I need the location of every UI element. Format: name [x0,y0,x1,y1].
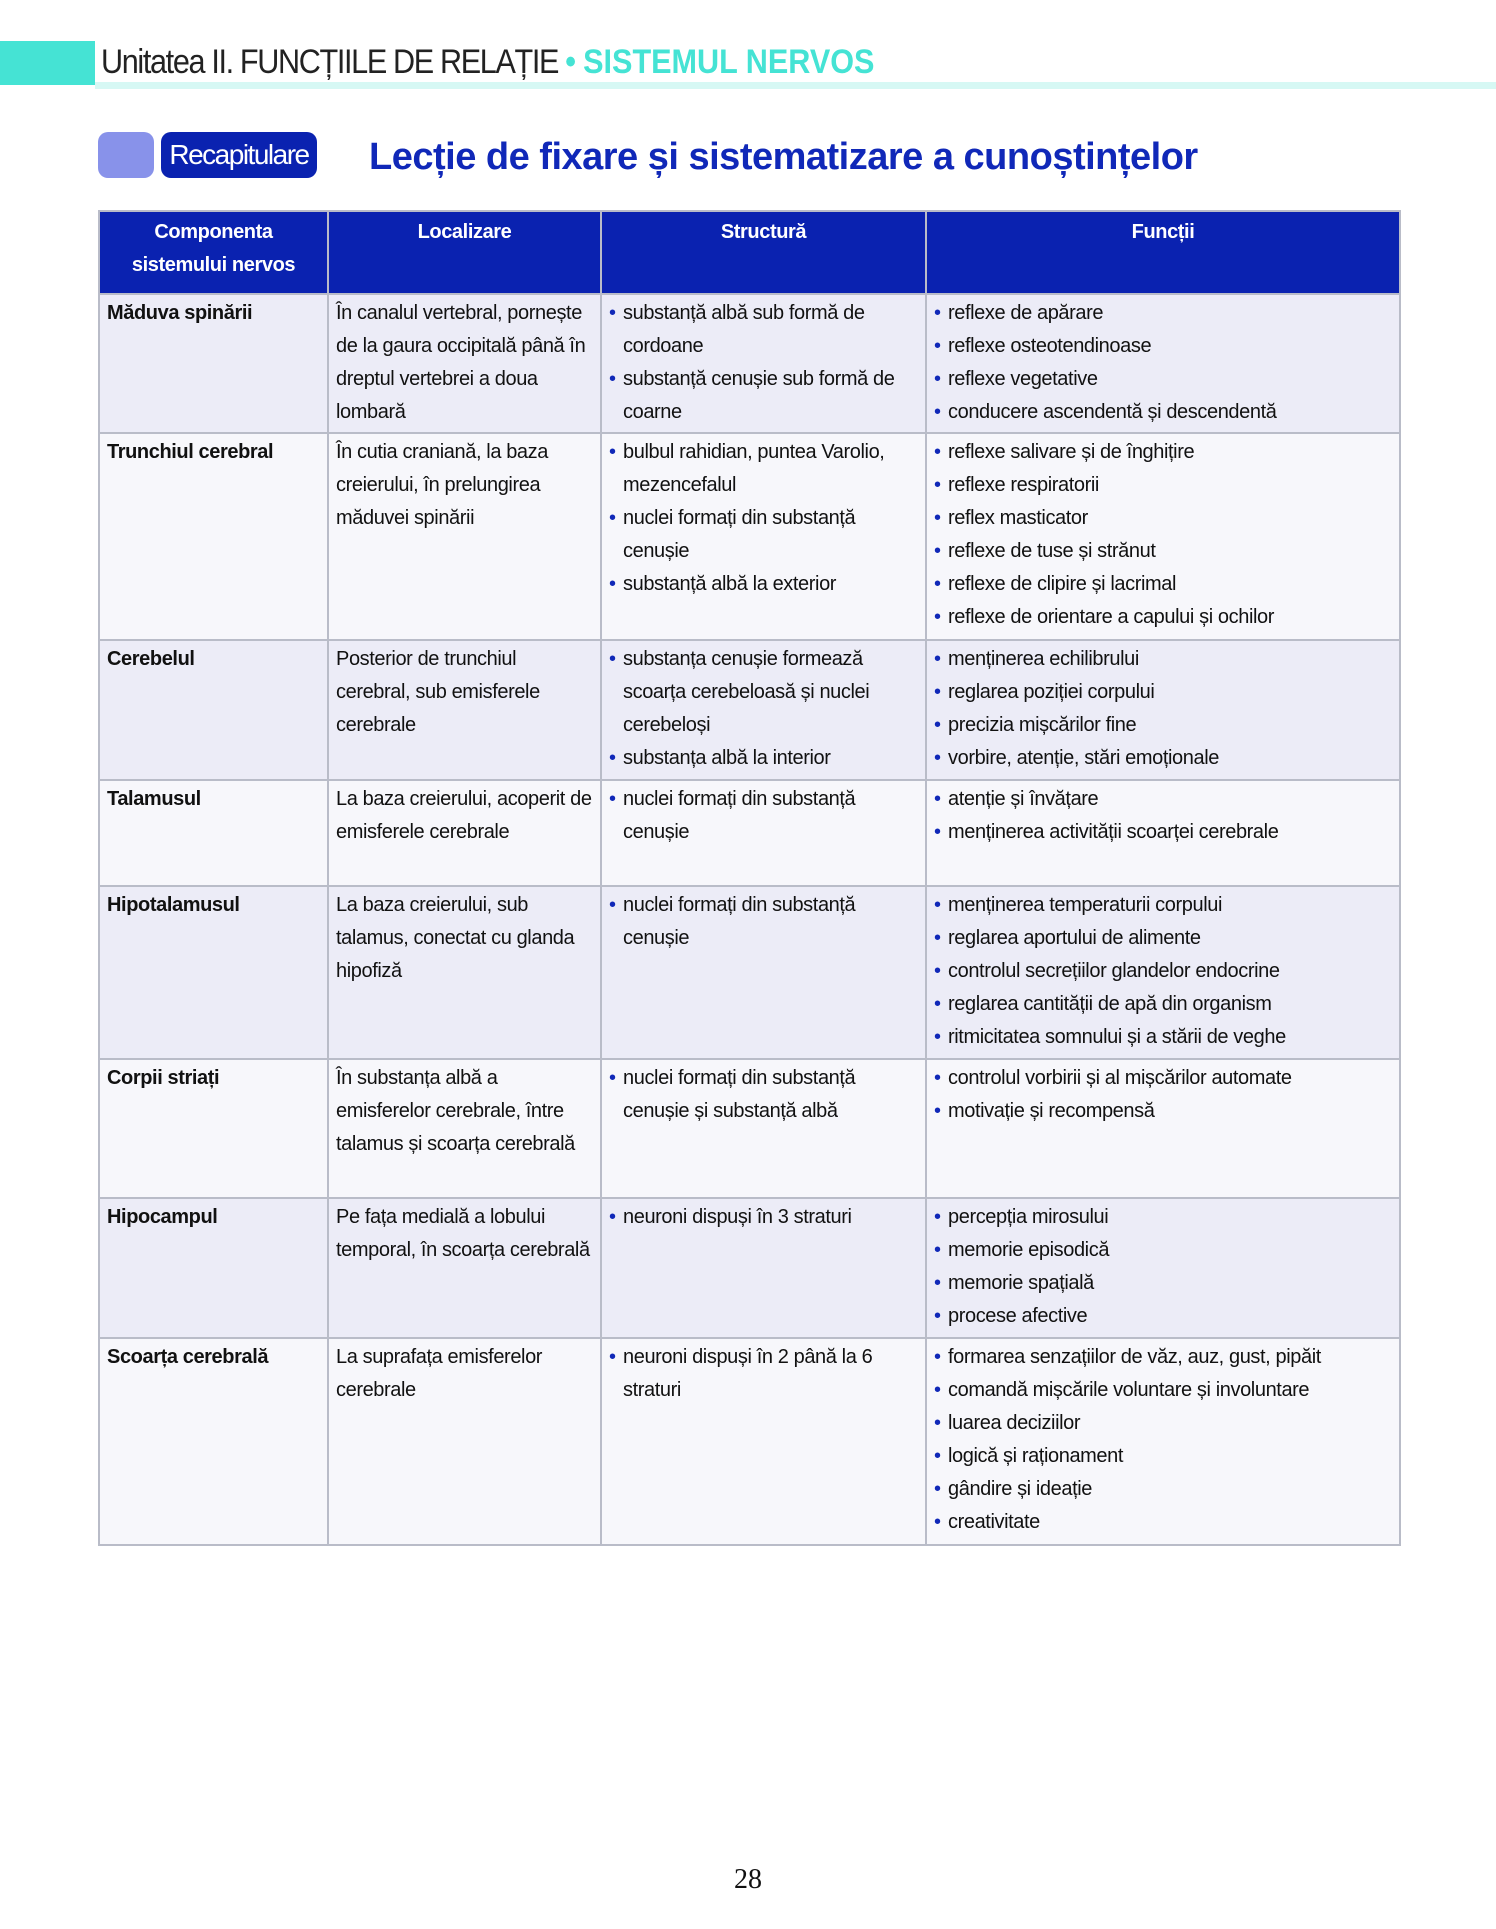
functions-item: • reflexe de clipire și lacrimal [934,568,1392,601]
location-cell: În canalul vertebral, pornește de la gaura occipitală până în dreptul vertebrei a doua lombară [328,294,601,433]
structure-item: • nuclei formați din substanță cenușie și substanță albă [609,1062,918,1128]
component-cell: Hipocampul [99,1198,328,1338]
functions-item: • memorie spațială [934,1267,1392,1300]
structure-cell [601,1059,926,1198]
functions-item: • reflexe respiratorii [934,469,1392,502]
location-cell: În substanța albă a emisferelor cerebrale, între talamus și scoarța cerebrală [328,1059,601,1198]
functions-item: • comandă mișcările voluntare și involuntare [934,1374,1392,1407]
functions-item: • logică și raționament [934,1440,1392,1473]
recap-badge: Recapitulare [161,132,317,178]
structure-item: • substanță albă sub formă de cordoane [609,297,918,363]
functions-item: • menținerea activității scoarței cerebrale [934,816,1392,849]
functions-cell [926,640,1400,780]
component-cell: Hipotalamusul [99,886,328,1059]
functions-item: • precizia mișcărilor fine [934,709,1392,742]
table-row [99,640,1400,780]
header-separator: • [565,43,576,81]
structure-item: • substanța albă la interior [609,742,918,775]
table-row [99,886,1400,1059]
functions-item: • percepția mirosului [934,1201,1392,1234]
functions-item: • vorbire, atenție, stări emoționale [934,742,1392,775]
table-row [99,1338,1400,1545]
structure-item: • nuclei formați din substanță cenușie [609,502,918,568]
functions-item: • luarea deciziilor [934,1407,1392,1440]
functions-item: • reflexe de tuse și strănut [934,535,1392,568]
table-row [99,294,1400,433]
structure-cell [601,1198,926,1338]
location-cell: La baza creierului, acoperit de emisferele cerebrale [328,780,601,886]
structure-item: • substanță cenușie sub formă de coarne [609,363,918,429]
structure-cell [601,886,926,1059]
structure-item: • bulbul rahidian, puntea Varolio, mezencefalul [609,436,918,502]
lesson-title: Lecție de fixare și sistematizare a cunoștințelor [369,136,1198,178]
functions-item: • atenție și învățare [934,783,1392,816]
table-row [99,1198,1400,1338]
functions-cell [926,294,1400,433]
location-cell: Posterior de trunchiul cerebral, sub emisferele cerebrale [328,640,601,780]
functions-cell [926,1198,1400,1338]
structure-cell [601,640,926,780]
unit-title: Unitatea II. FUNCȚIILE DE RELAȚIE [101,43,559,81]
functions-cell [926,886,1400,1059]
structure-cell [601,433,926,640]
header-accent-block [0,41,95,85]
functions-item: • menținerea echilibrului [934,643,1392,676]
structure-item: • nuclei formați din substanță cenușie [609,783,918,849]
component-cell: Scoarța cerebrală [99,1338,328,1545]
structure-cell [601,780,926,886]
table-row [99,1059,1400,1198]
column-header-location: Localizare [328,211,601,294]
functions-item: • conducere ascendentă și descendentă [934,396,1392,429]
functions-item: • motivație și recompensă [934,1095,1392,1128]
functions-item: • creativitate [934,1506,1392,1539]
structure-item: • substanță albă la exterior [609,568,918,601]
badge-square [98,132,154,178]
component-cell: Trunchiul cerebral [99,433,328,640]
functions-item: • ritmicitatea somnului și a stării de veghe [934,1021,1392,1054]
component-cell: Măduva spinării [99,294,328,433]
component-cell: Corpii striați [99,1059,328,1198]
functions-item: • formarea senzațiilor de văz, auz, gust, pipăit [934,1341,1392,1374]
functions-item: • reglarea poziției corpului [934,676,1392,709]
functions-item: • reglarea cantității de apă din organism [934,988,1392,1021]
structure-item: • nuclei formați din substanță cenușie [609,889,918,955]
functions-item: • controlul vorbirii și al mișcărilor automate [934,1062,1392,1095]
functions-cell [926,780,1400,886]
functions-item: • menținerea temperaturii corpului [934,889,1392,922]
location-cell: În cutia craniană, la baza creierului, în prelungirea măduvei spinării [328,433,601,640]
table-row [99,433,1400,640]
functions-item: • gândire și ideație [934,1473,1392,1506]
functions-item: • reflexe salivare și de înghițire [934,436,1392,469]
functions-item: • procese afective [934,1300,1392,1333]
column-header-structure: Structură [601,211,926,294]
location-cell: La suprafața emisferelor cerebrale [328,1338,601,1545]
structure-cell [601,1338,926,1545]
functions-item: • reflexe vegetative [934,363,1392,396]
structure-item: • neuroni dispuși în 3 straturi [609,1201,918,1234]
component-cell: Cerebelul [99,640,328,780]
functions-item: • memorie episodică [934,1234,1392,1267]
functions-item: • reflexe de orientare a capului și ochilor [934,601,1392,634]
structure-item: • neuroni dispuși în 2 până la 6 straturi [609,1341,918,1407]
structure-item: • substanța cenușie formează scoarța cerebeloasă și nuclei cerebeloși [609,643,918,742]
page-number: 28 [734,1864,762,1895]
location-cell: La baza creierului, sub talamus, conectat cu glanda hipofiză [328,886,601,1059]
functions-cell [926,1338,1400,1545]
column-header-component: Componenta sistemului nervos [99,211,328,294]
table-header-row [99,211,1400,294]
summary-table [98,210,1401,1546]
functions-item: • reglarea aportului de alimente [934,922,1392,955]
functions-item: • reflexe osteotendinoase [934,330,1392,363]
component-cell: Talamusul [99,780,328,886]
table-row [99,780,1400,886]
chapter-title: SISTEMUL NERVOS [583,43,875,81]
location-cell: Pe fața medială a lobului temporal, în scoarța cerebrală [328,1198,601,1338]
functions-cell [926,1059,1400,1198]
running-header [101,40,874,84]
functions-item: • reflexe de apărare [934,297,1392,330]
structure-cell [601,294,926,433]
functions-cell [926,433,1400,640]
functions-item: • controlul secrețiilor glandelor endocrine [934,955,1392,988]
functions-item: • reflex masticator [934,502,1392,535]
column-header-functions: Funcții [926,211,1400,294]
